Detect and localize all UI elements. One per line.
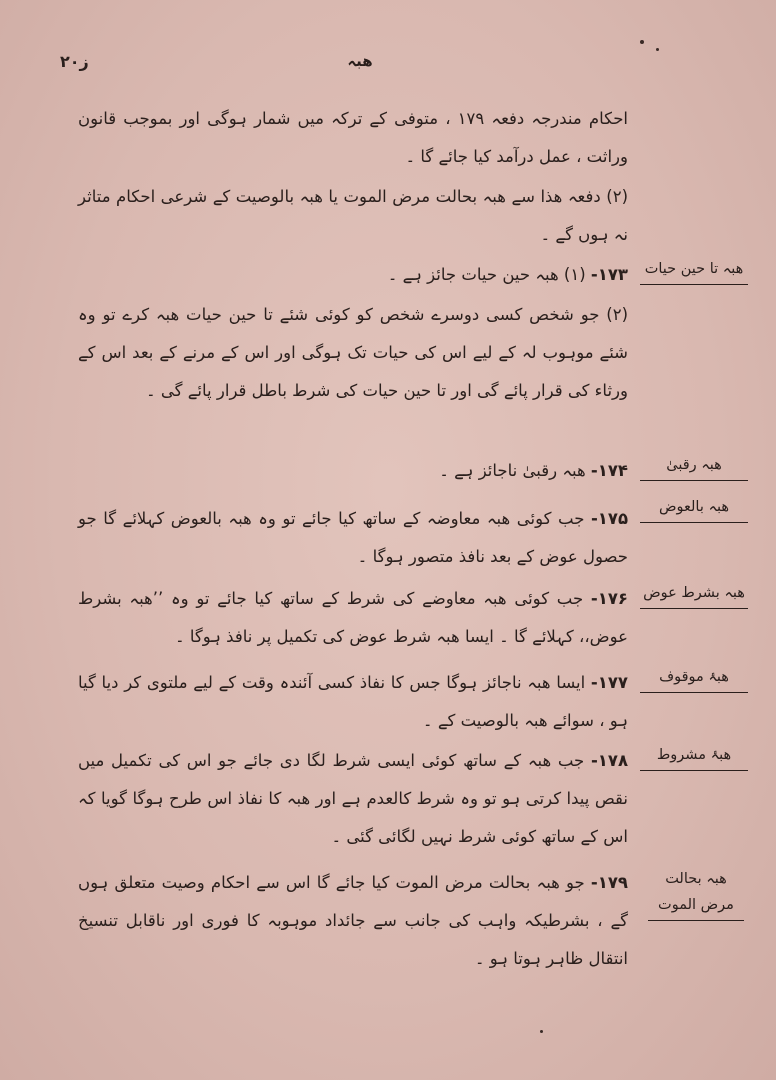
paragraph [78,178,628,254]
section-number: ۱۷۷- [590,673,628,692]
section-text: جو ھبہ بحالت مرض الموت کیا جائے گا اس سے احکام وصیت متعلق ہوں گے ، بشرطیکہ واہب کی جانب سے جائداد موہوبہ کا فوری اور ناقابل تنسیخ انتقال ظاہر ہوتا ہو ۔ [78,873,628,968]
section-text: ایسا ھبہ ناجائز ہوگا جس کا نفاذ کسی آئندہ وقت کے لیے ملتوی کر دیا گیا ہو ، سوائے ھبہ بالوصیت کے ۔ [78,673,628,730]
section-number: ۱۷۹- [590,873,628,892]
paragraph [78,100,628,176]
section-179 [78,864,628,978]
speck [640,40,644,44]
margin-note: ھبہ بالعوض [640,494,748,523]
section-text: جب کوئی ھبہ معاوضہ کے ساتھ کیا جائے تو وہ ھبہ بالعوض کہلائے گا جو حصول عوض کے بعد نافذ متصور ہوگا ۔ [78,509,628,566]
section-173 [78,256,628,294]
section-176 [78,580,628,656]
section-175 [78,500,628,576]
section-number: ۱۷۵- [590,509,629,528]
section-number: ۱۷۸- [590,751,629,770]
section-number: ۱۷۴- [590,461,628,480]
section-number: ۱۷۳- [590,265,628,284]
margin-note: ھبہ رقبیٰ [640,452,748,481]
section-177 [78,664,628,740]
speck [656,48,659,51]
paragraph-text: (۲) جو شخص کسی دوسرے شخص کو کوئی شئے تا حین حیات ھبہ کرے تو وہ شئے موہوب لہ کے لیے اس کی حیات تک ہوگی اور اس کے مرنے کے بعد اس کے ورثاء کی قرار پائے گی اور تا حین حیات کی شرط باطل قرار پائے گی ۔ [78,305,628,400]
speck [540,1030,543,1033]
margin-note: ھبہ تا حین حیات [640,256,748,285]
section-number: ۱۷۶- [590,589,628,608]
margin-note: ھبہ بشرط عوض [640,580,748,609]
page-number: ۲۰ز [60,52,89,71]
section-text: ھبہ رقبیٰ ناجائز ہے ۔ [439,461,586,480]
margin-note: ھبۂ موقوف [640,664,748,693]
page-title: هبہ [347,52,373,70]
paragraph-text: (۲) دفعہ ھذا سے ھبہ بحالت مرض الموت یا ھبہ بالوصیت کے شرعی احکام متاثر نہ ہوں گے ۔ [78,187,628,244]
section-text: جب ھبہ کے ساتھ کوئی ایسی شرط لگا دی جائے جو اس کی تکمیل میں نقص پیدا کرتی ہو تو وہ شرط کالعدم ہے اور ھبہ کا نفاذ اس طرح ہوگا گویا کہ اس کے ساتھ کوئی شرط نہیں لگائی گئی ۔ [78,751,628,846]
section-178 [78,742,628,856]
section-text: (۱) ھبہ حین حیات جائز ہے ۔ [387,265,586,284]
paragraph [78,296,628,410]
margin-note: ھبۂ مشروط [640,742,748,771]
section-text: جب کوئی ھبہ معاوضے کی شرط کے ساتھ کیا جائے تو وہ ’’ھبہ بشرط عوض،، کہلائے گا ۔ ایسا ھبہ شرط عوض کی تکمیل پر نافذ ہوگا ۔ [78,589,628,646]
margin-note: ھبہ بحالت مرض الموت [648,866,744,921]
section-174 [78,452,628,490]
paragraph-text: احکام مندرجہ دفعہ ۱۷۹ ، متوفی کے ترکہ میں شمار ہوگی اور بموجب قانون وراثت ، عمل درآمد کیا جائے گا ۔ [78,109,628,166]
